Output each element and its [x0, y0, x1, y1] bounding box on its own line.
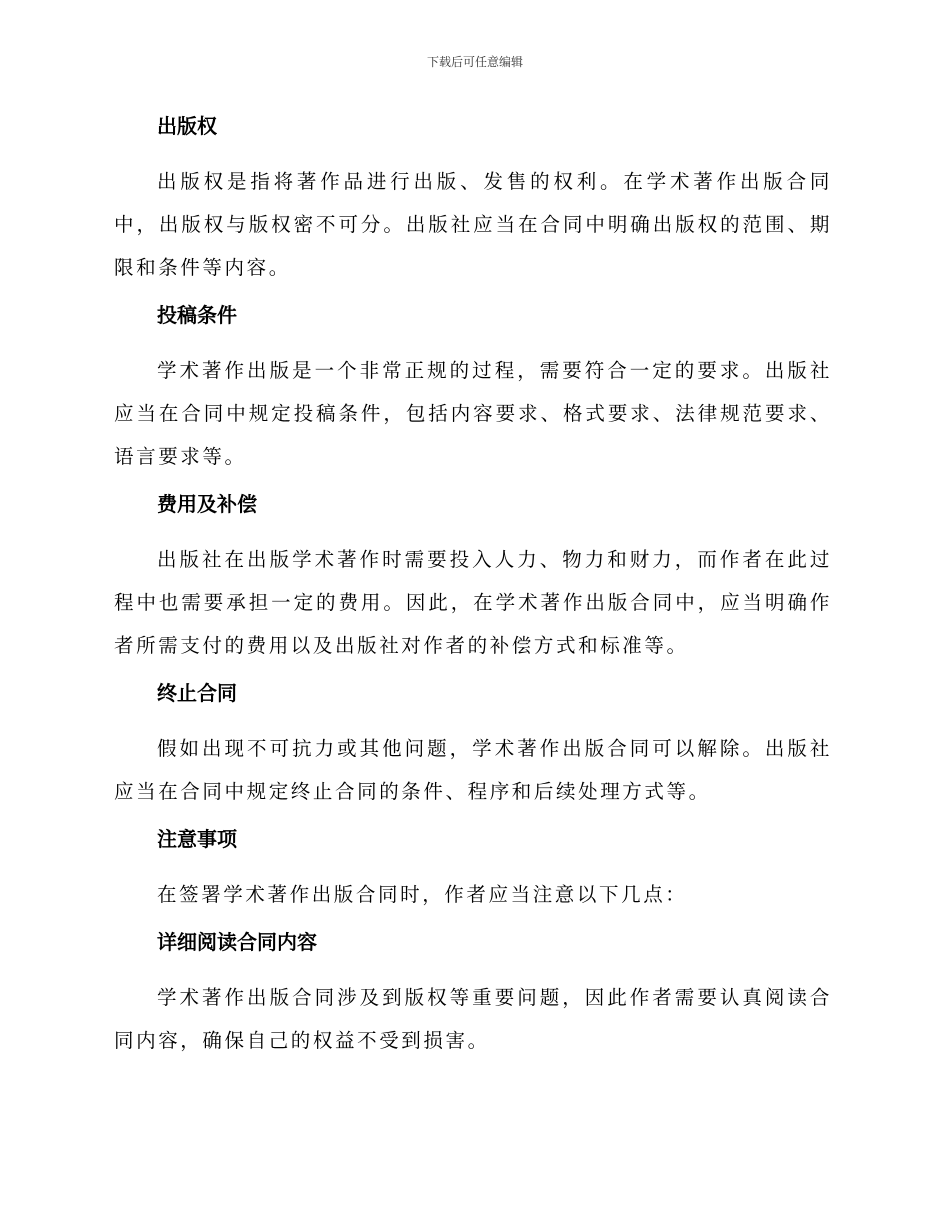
paragraph: 出版社在出版学术著作时需要投入人力、物力和财力，而作者在此过程中也需要承担一定的费用。因此，在学术著作出版合同中，应当明确作者所需支付的费用以及出版社对作者的补偿方式和标准等。 — [114, 548, 832, 657]
paragraph: 学术著作出版是一个非常正规的过程，需要符合一定的要求。出版社应当在合同中规定投稿条件，包括内容要求、格式要求、法律规范要求、语言要求等。 — [114, 359, 832, 468]
document-body — [114, 110, 832, 1062]
section-submission-conditions — [114, 299, 832, 478]
section-heading: 投稿条件 — [157, 303, 237, 327]
section-read-contract — [114, 926, 832, 1062]
section-heading: 注意事项 — [157, 827, 237, 851]
page-header: 下载后可任意编辑 — [426, 55, 523, 69]
section-heading: 详细阅读合同内容 — [157, 930, 317, 954]
paragraph: 假如出现不可抗力或其他问题，学术著作出版合同可以解除。出版社应当在合同中规定终止合同的条件、程序和后续处理方式等。 — [114, 737, 832, 803]
section-heading: 终止合同 — [157, 681, 237, 705]
paragraph: 出版权是指将著作品进行出版、发售的权利。在学术著作出版合同中，出版权与版权密不可分。出版社应当在合同中明确出版权的范围、期限和条件等内容。 — [114, 170, 832, 279]
section-contract-termination — [114, 677, 832, 813]
section-heading: 出版权 — [157, 114, 217, 138]
section-publishing-right — [114, 110, 832, 289]
section-fees-compensation — [114, 488, 832, 667]
paragraph: 学术著作出版合同涉及到版权等重要问题，因此作者需要认真阅读合同内容，确保自己的权益不受到损害。 — [114, 986, 832, 1052]
section-notes — [114, 823, 832, 916]
section-heading: 费用及补偿 — [157, 492, 257, 516]
paragraph: 在签署学术著作出版合同时，作者应当注意以下几点： — [157, 883, 688, 906]
